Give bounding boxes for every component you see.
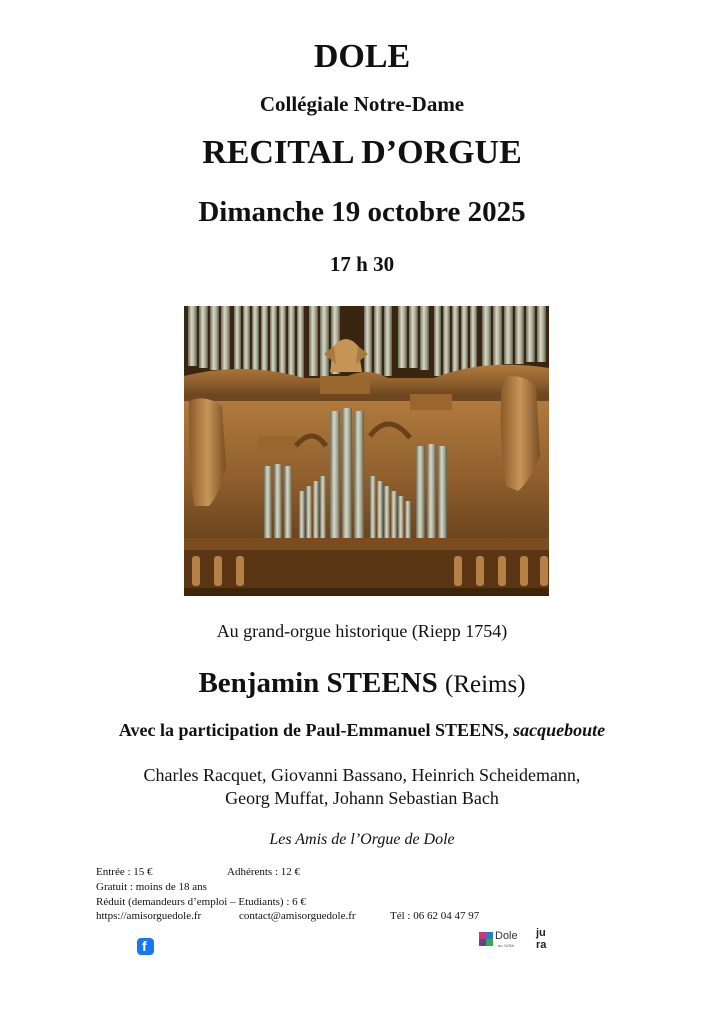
event-date: Dimanche 19 octobre 2025 [198, 196, 526, 228]
jura-logo-text: ju ra [536, 927, 547, 951]
price-free: Gratuit : moins de 18 ans [96, 881, 207, 893]
venue-title: Collégiale Notre-Dame [259, 92, 465, 116]
email-link[interactable]: contact@amisorguedole.fr [239, 910, 356, 922]
guest-performer [0, 720, 724, 741]
performer-city: (Reims) [445, 671, 526, 698]
city-title: DOLE [313, 38, 411, 75]
price-reduced: Réduit (demandeurs d’emploi – Etudiants) : 6 € [96, 896, 306, 908]
composers-line-1: Charles Racquet, Giovanni Bassano, Heinrich Scheidemann, [143, 765, 581, 785]
price-members: Adhérents : 12 € [227, 866, 301, 878]
dole-logo [478, 929, 522, 951]
instrument-description: Au grand-orgue historique (Riepp 1754) [216, 621, 508, 641]
performer [0, 667, 724, 700]
guest-text: Avec la participation de Paul-Emmanuel STEENS, [118, 720, 509, 740]
organizer: Les Amis de l’Orgue de Dole [269, 831, 455, 848]
event-time: 17 h 30 [329, 252, 395, 276]
composers-line-2: Georg Muffat, Johann Sebastian Bach [225, 788, 499, 808]
price-entry: Entrée : 15 € [96, 866, 153, 878]
organ-photo [184, 306, 549, 596]
website-link[interactable]: https://amisorguedole.fr [96, 910, 202, 922]
guest-instrument: sacqueboute [513, 720, 606, 740]
facebook-icon[interactable]: f [137, 938, 154, 955]
performer-name: Benjamin STEENS [198, 667, 438, 699]
dole-logo-sub: du JURA [498, 943, 515, 948]
event-title: RECITAL D’ORGUE [202, 134, 522, 171]
phone-number: Tél : 06 62 04 47 97 [390, 910, 480, 922]
jura-logo [535, 927, 557, 955]
dole-logo-text: Dole [495, 930, 518, 942]
